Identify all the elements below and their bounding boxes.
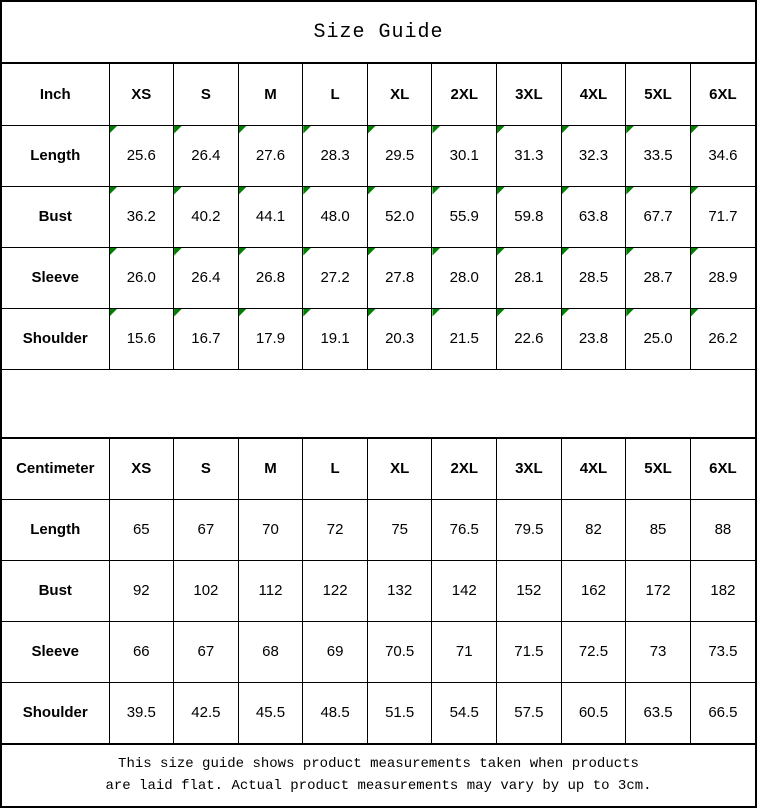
measure-value-cell: 55.9 (432, 186, 497, 247)
measure-value-cell: 40.2 (174, 186, 239, 247)
cell-corner-marker-icon (432, 187, 440, 195)
measure-value-cell: 71.5 (497, 621, 562, 682)
measure-value-cell: 73 (626, 621, 691, 682)
size-header-cell: M (238, 64, 303, 125)
measure-value-cell: 67 (174, 621, 239, 682)
measure-label-cell: Length (2, 499, 109, 560)
measure-value-cell: 15.6 (109, 308, 174, 369)
size-header-cell: 3XL (497, 438, 562, 499)
measure-value-cell: 17.9 (238, 308, 303, 369)
measure-value-cell: 21.5 (432, 308, 497, 369)
measure-value-cell: 26.2 (690, 308, 755, 369)
cell-corner-marker-icon (497, 309, 505, 317)
measure-value-cell: 66.5 (690, 682, 755, 743)
measure-value-cell: 26.4 (174, 247, 239, 308)
cell-corner-marker-icon (110, 248, 118, 256)
measure-value-cell: 28.9 (690, 247, 755, 308)
measure-value-cell: 63.5 (626, 682, 691, 743)
measure-value-cell: 63.8 (561, 186, 626, 247)
size-header-cell: 6XL (690, 64, 755, 125)
measure-value-cell: 76.5 (432, 499, 497, 560)
size-header-cell: 2XL (432, 64, 497, 125)
measure-value-cell: 75 (367, 499, 432, 560)
cell-corner-marker-icon (239, 126, 247, 134)
cell-corner-marker-icon (368, 248, 376, 256)
cell-corner-marker-icon (432, 309, 440, 317)
measure-value-cell: 102 (174, 560, 239, 621)
measure-value-cell: 52.0 (367, 186, 432, 247)
measure-label-cell: Sleeve (2, 621, 109, 682)
cell-corner-marker-icon (303, 126, 311, 134)
measure-value-cell: 72 (303, 499, 368, 560)
size-header-cell: 2XL (432, 438, 497, 499)
measure-value-cell: 82 (561, 499, 626, 560)
measure-value-cell: 132 (367, 560, 432, 621)
size-header-cell: S (174, 438, 239, 499)
measure-value-cell: 34.6 (690, 125, 755, 186)
measure-value-cell: 31.3 (497, 125, 562, 186)
size-header-cell: 3XL (497, 64, 562, 125)
measure-value-cell: 142 (432, 560, 497, 621)
size-header-cell: 5XL (626, 64, 691, 125)
cell-corner-marker-icon (368, 126, 376, 134)
measure-value-cell: 152 (497, 560, 562, 621)
cell-corner-marker-icon (239, 248, 247, 256)
measure-value-cell: 28.0 (432, 247, 497, 308)
measure-value-cell: 162 (561, 560, 626, 621)
measure-value-cell: 57.5 (497, 682, 562, 743)
measure-value-cell: 25.6 (109, 125, 174, 186)
cell-corner-marker-icon (368, 309, 376, 317)
unit-header-cell: Centimeter (2, 438, 109, 499)
measure-value-cell: 66 (109, 621, 174, 682)
size-header-cell: M (238, 438, 303, 499)
cell-corner-marker-icon (110, 126, 118, 134)
size-header-cell: XL (367, 64, 432, 125)
cell-corner-marker-icon (303, 248, 311, 256)
measure-value-cell: 27.6 (238, 125, 303, 186)
cell-corner-marker-icon (174, 309, 182, 317)
cell-corner-marker-icon (626, 187, 634, 195)
cell-corner-marker-icon (691, 248, 699, 256)
cell-corner-marker-icon (239, 187, 247, 195)
measure-value-cell: 72.5 (561, 621, 626, 682)
cell-corner-marker-icon (303, 309, 311, 317)
measure-value-cell: 44.1 (238, 186, 303, 247)
cell-corner-marker-icon (691, 187, 699, 195)
measure-value-cell: 36.2 (109, 186, 174, 247)
measure-label-cell: Length (2, 125, 109, 186)
page-title: Size Guide (2, 2, 755, 64)
size-header-cell: 4XL (561, 438, 626, 499)
cell-corner-marker-icon (562, 187, 570, 195)
cell-corner-marker-icon (691, 309, 699, 317)
size-header-cell: 5XL (626, 438, 691, 499)
measure-value-cell: 22.6 (497, 308, 562, 369)
measure-value-cell: 51.5 (367, 682, 432, 743)
measure-value-cell: 69 (303, 621, 368, 682)
measure-label-cell: Bust (2, 560, 109, 621)
measure-value-cell: 20.3 (367, 308, 432, 369)
measurement-note-line1: This size guide shows product measurements taken when products (118, 755, 639, 772)
measure-value-cell: 28.7 (626, 247, 691, 308)
measure-value-cell: 28.5 (561, 247, 626, 308)
cell-corner-marker-icon (691, 126, 699, 134)
measure-value-cell: 30.1 (432, 125, 497, 186)
cell-corner-marker-icon (174, 126, 182, 134)
measure-value-cell: 39.5 (109, 682, 174, 743)
size-header-cell: L (303, 438, 368, 499)
size-header-cell: XS (109, 64, 174, 125)
cell-corner-marker-icon (626, 309, 634, 317)
measure-label-cell: Shoulder (2, 682, 109, 743)
measure-value-cell: 54.5 (432, 682, 497, 743)
cell-corner-marker-icon (497, 187, 505, 195)
table-spacer (2, 370, 755, 438)
measure-value-cell: 88 (690, 499, 755, 560)
cell-corner-marker-icon (626, 126, 634, 134)
measure-value-cell: 92 (109, 560, 174, 621)
cell-corner-marker-icon (432, 126, 440, 134)
measure-value-cell: 73.5 (690, 621, 755, 682)
measure-value-cell: 67.7 (626, 186, 691, 247)
measure-value-cell: 79.5 (497, 499, 562, 560)
measure-value-cell: 67 (174, 499, 239, 560)
measure-label-cell: Shoulder (2, 308, 109, 369)
cell-corner-marker-icon (239, 309, 247, 317)
measure-value-cell: 70.5 (367, 621, 432, 682)
measure-value-cell: 28.3 (303, 125, 368, 186)
cell-corner-marker-icon (303, 187, 311, 195)
measure-value-cell: 33.5 (626, 125, 691, 186)
measure-value-cell: 59.8 (497, 186, 562, 247)
cell-corner-marker-icon (110, 187, 118, 195)
size-header-cell: XL (367, 438, 432, 499)
measure-value-cell: 26.8 (238, 247, 303, 308)
measure-value-cell: 26.0 (109, 247, 174, 308)
measure-value-cell: 48.0 (303, 186, 368, 247)
measure-value-cell: 28.1 (497, 247, 562, 308)
size-header-cell: 6XL (690, 438, 755, 499)
measure-value-cell: 71.7 (690, 186, 755, 247)
size-header-cell: S (174, 64, 239, 125)
measure-label-cell: Bust (2, 186, 109, 247)
measure-value-cell: 29.5 (367, 125, 432, 186)
cell-corner-marker-icon (497, 248, 505, 256)
size-header-cell: XS (109, 438, 174, 499)
measure-value-cell: 48.5 (303, 682, 368, 743)
cell-corner-marker-icon (562, 126, 570, 134)
measure-value-cell: 19.1 (303, 308, 368, 369)
measure-value-cell: 68 (238, 621, 303, 682)
measure-value-cell: 60.5 (561, 682, 626, 743)
centimeter-size-table (2, 437, 755, 743)
measure-value-cell: 32.3 (561, 125, 626, 186)
measure-value-cell: 172 (626, 560, 691, 621)
unit-header-cell: Inch (2, 64, 109, 125)
inch-size-table (2, 64, 755, 370)
cell-corner-marker-icon (562, 248, 570, 256)
cell-corner-marker-icon (174, 248, 182, 256)
measure-value-cell: 25.0 (626, 308, 691, 369)
measure-value-cell: 45.5 (238, 682, 303, 743)
measure-value-cell: 112 (238, 560, 303, 621)
cell-corner-marker-icon (174, 187, 182, 195)
cell-corner-marker-icon (432, 248, 440, 256)
measure-value-cell: 71 (432, 621, 497, 682)
cell-corner-marker-icon (110, 309, 118, 317)
measure-value-cell: 16.7 (174, 308, 239, 369)
measure-value-cell: 42.5 (174, 682, 239, 743)
measure-value-cell: 23.8 (561, 308, 626, 369)
measure-value-cell: 27.8 (367, 247, 432, 308)
size-header-cell: L (303, 64, 368, 125)
measure-value-cell: 65 (109, 499, 174, 560)
measure-value-cell: 27.2 (303, 247, 368, 308)
size-header-cell: 4XL (561, 64, 626, 125)
measure-label-cell: Sleeve (2, 247, 109, 308)
cell-corner-marker-icon (626, 248, 634, 256)
measurement-note (2, 743, 755, 806)
cell-corner-marker-icon (497, 126, 505, 134)
measure-value-cell: 70 (238, 499, 303, 560)
measure-value-cell: 85 (626, 499, 691, 560)
cell-corner-marker-icon (562, 309, 570, 317)
cell-corner-marker-icon (368, 187, 376, 195)
measurement-note-line2: are laid flat. Actual product measurements may vary by up to 3cm. (105, 777, 652, 794)
measure-value-cell: 26.4 (174, 125, 239, 186)
measure-value-cell: 182 (690, 560, 755, 621)
measure-value-cell: 122 (303, 560, 368, 621)
